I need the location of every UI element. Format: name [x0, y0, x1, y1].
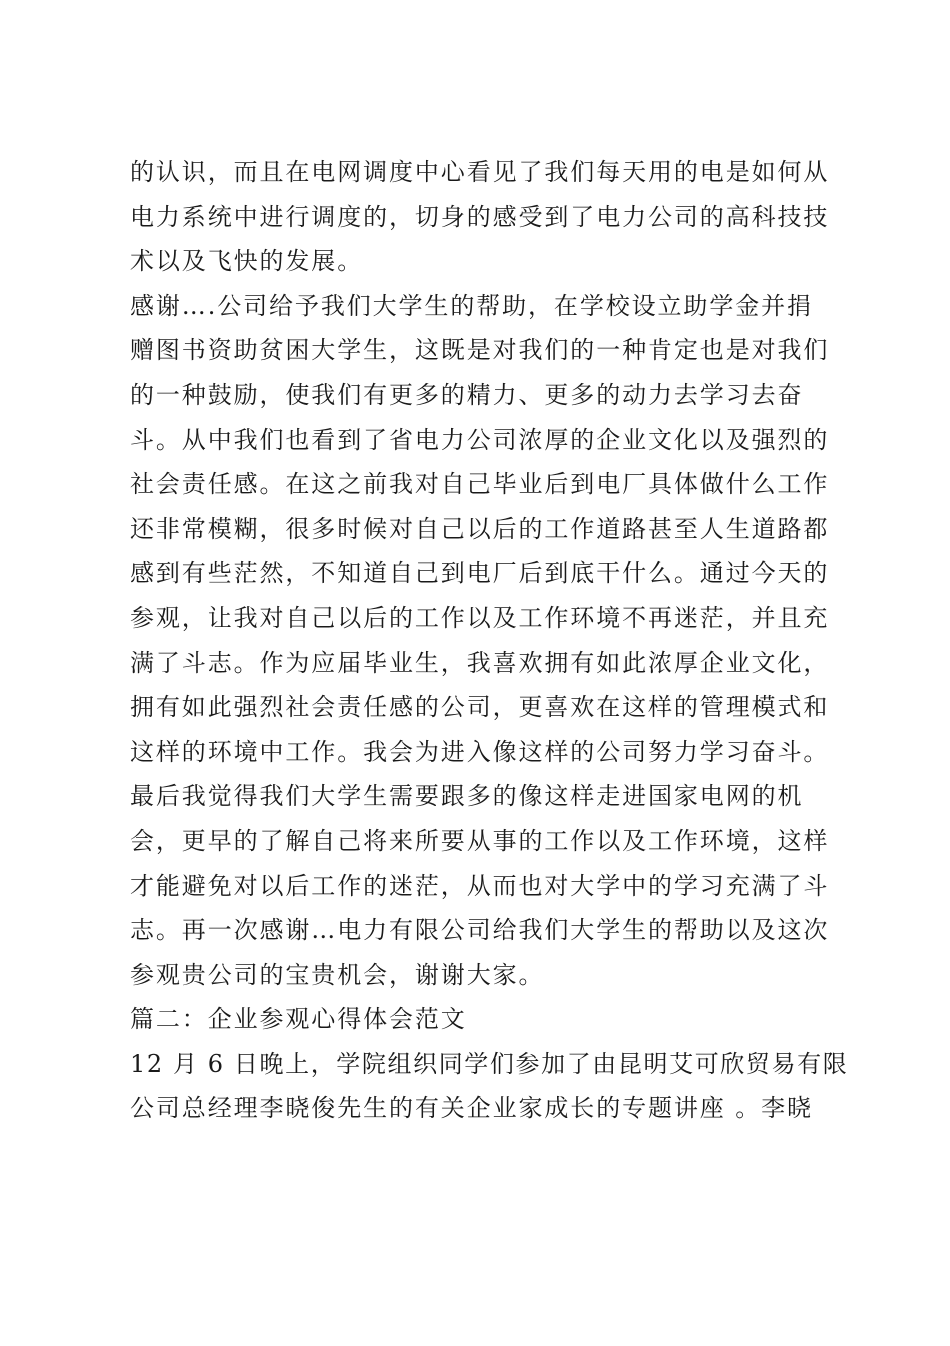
text-line: 的一种鼓励，使我们有更多的精力、更多的动力去学习去奋	[130, 380, 804, 409]
text-line: 术以及飞快的发展。	[130, 247, 364, 276]
document-body	[130, 150, 849, 1131]
text-line: 最后我觉得我们大学生需要跟多的像这样走进国家电网的机	[130, 782, 804, 811]
text-line: 斗。从中我们也看到了省电力公司浓厚的企业文化以及强烈的	[130, 425, 830, 454]
text-line: 参观贵公司的宝贵机会，谢谢大家。	[130, 960, 545, 989]
text-line: 赠图书资助贫困大学生，这既是对我们的一种肯定也是对我们	[130, 336, 830, 365]
text-line: 的认识，而且在电网调度中心看见了我们每天用的电是如何从	[130, 158, 830, 186]
text-line: 拥有如此强烈社会责任感的公司，更喜欢在这样的管理模式和	[130, 693, 830, 722]
text-line: 感谢….公司给予我们大学生的帮助，在学校设立助学金并捐	[130, 291, 813, 320]
text-line: 这样的环境中工作。我会为进入像这样的公司努力学习奋斗。	[130, 737, 830, 766]
text-line: 会，更早的了解自己将来所要从事的工作以及工作环境，这样	[130, 826, 830, 855]
text-line: 电力系统中进行调度的，切身的感受到了电力公司的高科技技	[130, 202, 830, 231]
text-line: 才能避免对以后工作的迷茫，从而也对大学中的学习充满了斗	[130, 871, 830, 900]
text-line: 志。再一次感谢…电力有限公司给我们大学生的帮助以及这次	[130, 916, 830, 945]
text-line: 参观，让我对自己以后的工作以及工作环境不再迷茫，并且充	[130, 603, 830, 632]
section-heading: 篇二：企业参观心得体会范文	[130, 1005, 467, 1034]
text-line: 公司总经理李晓俊先生的有关企业家成长的专题讲座 。李晓	[130, 1094, 813, 1123]
text-line: 感到有些茫然，不知道自己到电厂后到底干什么。通过今天的	[130, 559, 830, 588]
text-line: 12 月 6 日晚上，学院组织同学们参加了由昆明艾可欣贸易有限	[130, 1049, 849, 1078]
text-line: 满了斗志。作为应届毕业生，我喜欢拥有如此浓厚企业文化，	[130, 648, 830, 677]
text-line: 还非常模糊，很多时候对自己以后的工作道路甚至人生道路都	[130, 514, 830, 543]
text-line: 社会责任感。在这之前我对自己毕业后到电厂具体做什么工作	[130, 470, 830, 499]
